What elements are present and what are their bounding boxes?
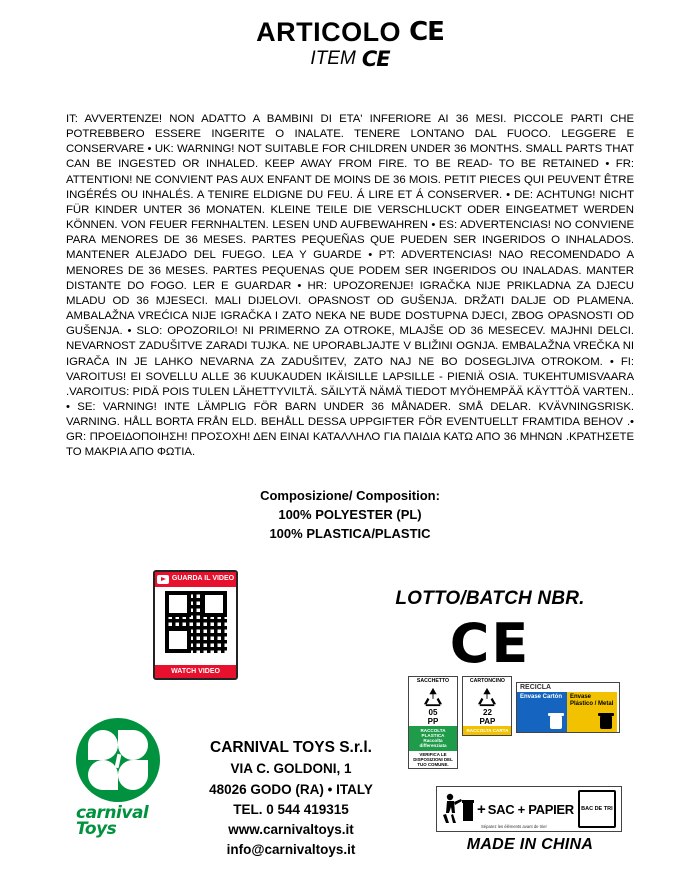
recycling-paper-head: CARTONCINO bbox=[469, 678, 505, 684]
video-badge-top-label: GUARDA IL VIDEO bbox=[171, 575, 235, 583]
recycling-paper-foot: RACCOLTA CARTA bbox=[463, 726, 511, 735]
bin-carton bbox=[517, 692, 567, 732]
composition-line-1: 100% POLYESTER (PL) bbox=[278, 506, 422, 522]
recycling-paper-material: PAP bbox=[479, 717, 496, 727]
bin-plastic-label: Envase Plástico / Metal bbox=[570, 694, 614, 707]
ce-icon-small: CE bbox=[361, 47, 390, 72]
composition-title: Composizione/ Composition: bbox=[260, 488, 440, 503]
recycle-loop-icon-paper bbox=[476, 687, 498, 707]
company-address-block bbox=[176, 736, 406, 861]
recycling-verify-note: VERIFICA LE DISPOSIZIONI DEL TUO COMUNE. bbox=[413, 751, 453, 767]
header bbox=[0, 0, 700, 71]
logo-wordmark: carnival Toys bbox=[76, 803, 149, 840]
sac-papier-box bbox=[436, 786, 622, 832]
ce-icon: CE bbox=[409, 16, 444, 47]
bac-de-tri-icon: BAC DE TRI bbox=[578, 790, 616, 828]
composition-line-2: 100% PLASTICA/PLASTIC bbox=[269, 525, 431, 541]
company-street: VIA C. GOLDONI, 1 bbox=[230, 761, 352, 777]
page-subtitle: ITEM bbox=[310, 48, 356, 70]
made-in-label: MADE IN CHINA bbox=[466, 836, 594, 853]
recicla-bins-row bbox=[517, 692, 619, 732]
recicla-title: RECICLA bbox=[520, 684, 552, 691]
video-badge-header bbox=[155, 572, 236, 587]
page-title: ARTICOLO bbox=[256, 17, 402, 47]
video-badge-bottom-label: WATCH VIDEO bbox=[155, 665, 236, 678]
recycling-plastic-head: SACCHETTO bbox=[416, 678, 450, 684]
recicla-bins-box bbox=[516, 682, 620, 733]
bin-plastic-metal bbox=[567, 692, 617, 732]
recycling-plastic-material: PP bbox=[427, 717, 439, 727]
company-city: 48026 GODO (RA) • ITALY bbox=[209, 781, 373, 797]
company-phone: TEL. 0 544 419315 bbox=[233, 801, 349, 817]
header-title-en-row bbox=[0, 48, 700, 71]
batch-number-label: LOTTO/BATCH NBR. bbox=[395, 588, 585, 609]
bin-carton-label: Envase Cartón bbox=[520, 694, 563, 700]
recycling-symbols bbox=[408, 676, 512, 769]
header-title-it-row bbox=[0, 18, 700, 46]
ce-mark-large-wrap bbox=[360, 612, 620, 675]
recycling-plastic-box bbox=[408, 676, 458, 769]
throw-in-bin-icon bbox=[437, 789, 475, 829]
plus-sign: + bbox=[477, 800, 486, 818]
trash-bin-icon-yellow bbox=[598, 712, 614, 730]
company-website[interactable]: www.carnivaltoys.it bbox=[228, 822, 354, 837]
recycling-paper-code: 22 bbox=[483, 707, 492, 717]
watch-video-qr-badge[interactable] bbox=[153, 570, 238, 680]
youtube-play-icon bbox=[157, 575, 169, 584]
company-logo bbox=[76, 718, 166, 848]
recycling-paper-box bbox=[462, 676, 512, 736]
ce-icon-large: CE bbox=[449, 612, 531, 675]
trash-bin-icon-blue bbox=[548, 712, 564, 730]
sac-papier-label: SAC + PAPIER bbox=[487, 801, 574, 817]
recycle-loop-icon bbox=[422, 687, 444, 707]
composition-block bbox=[0, 487, 700, 544]
sac-papier-note: Séparez les éléments avant de trier bbox=[481, 824, 547, 829]
qr-code-icon[interactable] bbox=[165, 591, 227, 653]
clover-icon bbox=[76, 718, 160, 802]
recycling-plastic-foot: RACCOLTA PLASTICA Raccolta differenziata bbox=[409, 726, 457, 750]
company-name: CARNIVAL TOYS S.r.l. bbox=[210, 739, 372, 756]
recycling-plastic-code: 05 bbox=[428, 707, 438, 717]
warnings-text: IT: AVVERTENZE! NON ADATTO A BAMBINI DI ETA' INFERIORE AI 36 MESI. PICCOLE PARTI CHE POTREBBERO ESSERE INGERITE O INALATE. TENERE LONTANO DAL FUOCO. LEGGERE E CONSERVARE • UK: WARNING! NOT SUITABLE FOR CHILDREN UNDER 36 MONTHS. SMALL PARTS THAT CAN BE INGESTED OR INHALED. KEEP AWAY FROM FIRE. TO BE READ- TO BE RETAINED • FR: ATTENTION! NE CONVIENT PAS AUX ENFANT DE MOINS DE 36 MOIS. PETIT PIECES QUI PEUVENT ÊTRE INGÉRÉS OU INHALÉS. A TENIRE ELDIGNE DU FEU. Á LIRE ET Á CONSERVER. • DE: ACHTUNG! NICHT FÜR KINDER UNTER 36 MONATEN. KLEINE TEILE DIE VERSCHLUCKT ODER EINGEATMET WERDEN KÖNNEN. VON FEUER FERNHALTEN. LESEN UND AUFBEWAHREN • ES: ADVERTENCIAS! NO CONVIENE PARA MENORES DE 36 MESES. PARTES PEQUEÑAS QUE PUEDEN SER INGERIDOS O INHALADOS. MANTENER ALEJADO DEL FUEGO. LEA Y GUARDE • PT: ADVERTENCIAS! NAO RECOMENDADO A MENORES DE 36 MESES. PARTES PEQUENAS QUE PODEM SER INGERIDOS OU INALADAS. MANTER DISTANTE DO FOGO. LER E GUARDAR • HR: UPOZORENJE! IGRAČKA NIJE PRIKLADNA ZA DJECU MLADU OD 36 MJESECI. MALI DIJELOVI. OPASNOST OD GUŠENJA. DRŽATI DALJE OD PLAMENA. AMBALAŽNA VREĆICA NIJE IGRAČKA I ZATO NEKA NE BUDE DOSTUPNA DJECI, ZBOG OPASNOSTI OD GUŠENJA. • SLO: OPOZORILO! NI PRIMERNO ZA OTROKE, MLAJŠE OD 36 MESECEV. MAJHNI DELCI. NEVARNOST ZADUŠITVE ZARADI TUJKA. NE UPORABLJAJTE V BLIŽINI OGNJA. EMBALAŽNA VREČKA NI IGRAČA IN JE LAHKO NEVARNA ZA ZADUŠITEV, ZATO NAJ NE BO DOSEGLJIVA OTROKOM. • FI: VAROITUS! EI SOVELLU ALLE 36 KUUKAUDEN IKÄISILLE LAPSILLE - PIENIÄ OSIA. TUKEHTUMISVAARA .VAROITUS: PIDÄ POIS TULEN LÄHETTYVILTÄ. SÄILYTÄ NÄMÄ TIEDOT MYÖHEMPÄÄ KÄYTTÖÄ VARTEN.. • SE: VARNING! INTE LÄMPLIG FÖR BARN UNDER 36 MÅNADER. SMÅ DELAR. KVÄVNINGSRISK. VARNING. HÅLL BORTA FRÅN ELD. BEHÅLL DESSA UPPGIFTER FÖR EVENTUELLT FRAMTIDA BEHOV .• GR: ΠΡΟΕΙΔΟΠΟΙΗΣΗ! ΠΡΟΣΟΧΗ! ΔΕΝ ΕΙΝΑΙ ΚΑΤΑΛΛΗΛΟ ΓΙΑ ΠΑΙΔΙΑ ΚΑΤΩ ΑΠΟ 36 ΜΗΝΩΝ .ΚΡΑΤΗΣΕΤΕ ΤΟ ΜΑΚΡΙΑ ΑΠΟ ΦΩΤΙΑ. bbox=[66, 113, 634, 459]
company-email[interactable]: info@carnivaltoys.it bbox=[226, 842, 356, 858]
